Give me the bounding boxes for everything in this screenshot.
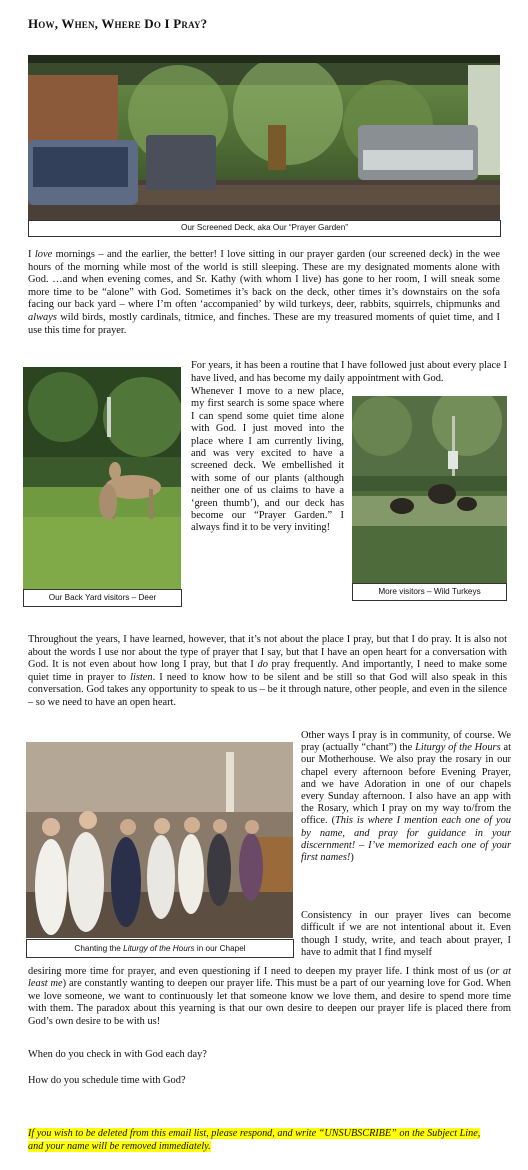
paragraph-consistency-column: Consistency in our prayer lives can become difficult if we are not intentional about it. Even though I study, write, and teach about prayer, I have to admit that I find myself [301,910,511,959]
question-check-in: When do you check in with God each day? [28,1049,207,1060]
turkeys-photo [352,396,507,583]
question-schedule: How do you schedule time with God? [28,1075,186,1086]
chapel-photo-caption: Chanting the Liturgy of the Hours in our Chapel [26,939,294,958]
paragraph-mornings: I love mornings – and the earlier, the better! I love sitting in our prayer garden (our screened deck) in the wee hours of the morning while most of the world is still sleeping. These are my designated moments alone with God. …and when evening comes, and Sr. Kathy (with whom I live) has gone to her room, I will sneak some more time to be “alone” with God. Sometimes it’s back on the deck, other times it’s downstairs on the sofa facing our back yard – where I’m often ‘accompanied’ by wild turkeys, deer, rabbits, squirrels, chipmunks and always wild birds, mostly cardinals, titmice, and finches. These are my treasured moments of quiet time, and I use this time for prayer. [28,249,500,336]
paragraph-consistency-full: desiring more time for prayer, and even questioning if I need to deepen my prayer life. I think most of us (or at least me) are constantly wanting to deepen our prayer life. This must be a part of our yearning love for God. When we love someone, we want to continuously let that someone know we love them, and desire to spend more time with them. The paradox about this yearning is that our own desire to deepen our prayer life is placed there from God’s own desire to be with us! [28,966,512,1027]
deck-photo-caption: Our Screened Deck, aka Our “Prayer Garden” [28,220,501,237]
deck-photo [28,55,500,237]
turkeys-photo-caption: More visitors – Wild Turkeys [352,583,507,601]
paragraph-learned: Throughout the years, I have learned, however, that it’s not about the place I pray, but that I do pray. It is also not about the words I use nor about the type of prayer that I say, but that I have an open heart for a conversation with God. It is not even about how long I pray, but that I do pray frequently. And importantly, I need to make some quiet time in prayer to listen. I need to know how to be silent and be still so that God will also speak in this conversation. God takes any opportunity to speak to us – be it through nature, other people, and even in the silence – so we need to have an open heart. [28,634,508,708]
chapel-photo [26,742,293,938]
unsubscribe-note: If you wish to be deleted from this email list, please respond, and write “UNSUBSCRIBE” on the Subject Line, and your name will be removed immediately. [28,1128,481,1152]
deer-photo [23,367,181,589]
page-title: How, When, Where Do I Pray? [28,16,208,31]
paragraph-routine-column: Whenever I move to a new place, my first search is some space where I can spend some quiet time alone with God. I just moved into the place where I am currently living, and was very excited to have a screened deck. We embellished it with some of our plants (although neither one of us claims to have a ‘green thumb’), and our deck has become our “Prayer Garden.” I always find it to be very inviting! [191,386,344,534]
paragraph-community: Other ways I pray is in community, of course. We pray (actually “chant”) the Liturgy of the Hours at our Motherhouse. We also pray the rosary in our chapel every afternoon before Evening Prayer, and we have Adoration in one of our chapels every Sunday afternoon. I also have an app with the Rosary, which I pray on my way to/from the office. (This is where I mention each one of you by name, and pray for guidance in your discernment! – I’ve memorized each one of your first names!) [301,730,511,864]
deer-photo-caption: Our Back Yard visitors – Deer [23,589,182,607]
paragraph-routine-top: For years, it has been a routine that I have followed just about every place I have lived, and has become my daily appointment with God. [191,360,507,384]
